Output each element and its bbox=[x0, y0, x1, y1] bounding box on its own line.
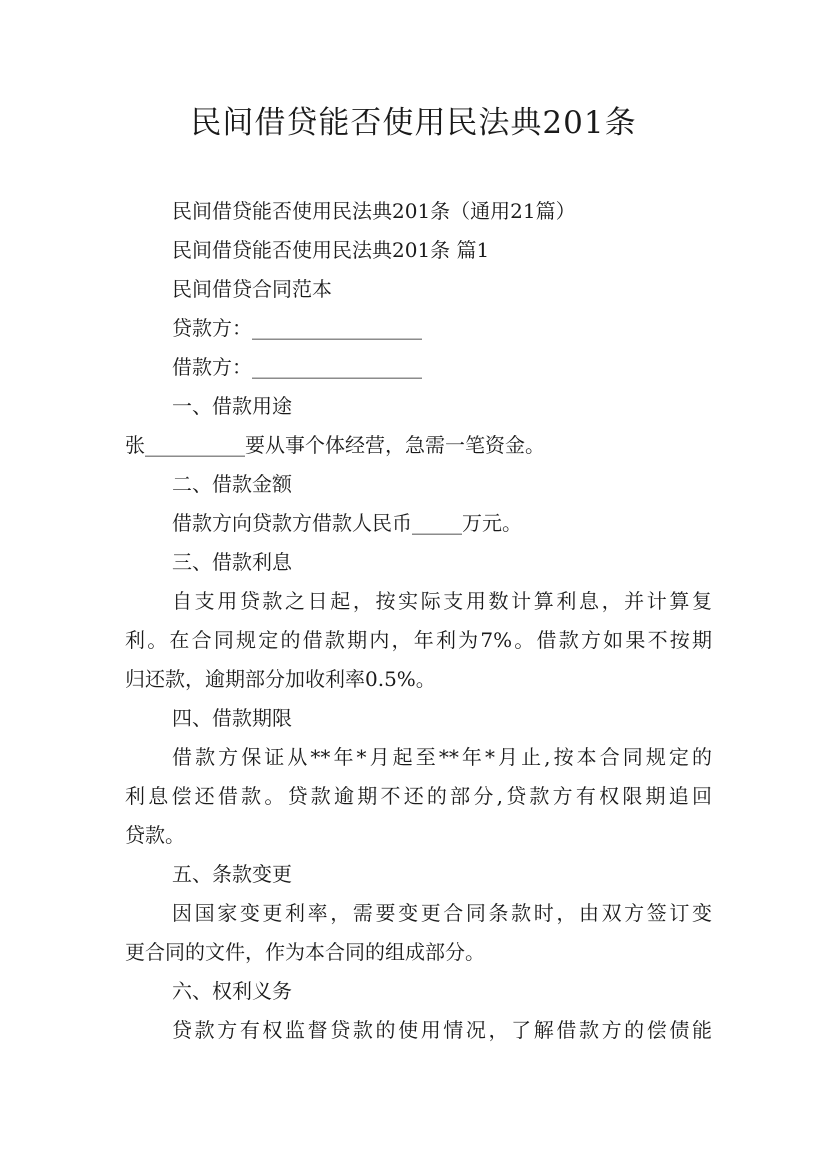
clause-text-interest-line-1: 自支用贷款之日起，按实际支用数计算利息，并计算复 bbox=[172, 589, 712, 613]
subtitle-line: 民间借贷能否使用民法典201条（通用21篇） bbox=[172, 199, 576, 223]
clause-text-change-line-1: 因国家变更利率，需要变更合同条款时，由双方签订变 bbox=[172, 901, 712, 925]
clause-text-term-line-3: 贷款。 bbox=[125, 823, 185, 847]
section-heading-article-1: 民间借贷能否使用民法典201条 篇1 bbox=[172, 238, 490, 262]
clause-text-interest-line-2: 利。在合同规定的借款期内，年利为7%。借款方如果不按期 bbox=[125, 628, 712, 652]
clause-text-purpose: 张__________要从事个体经营，急需一笔资金。 bbox=[125, 433, 545, 457]
clause-text-rights-line-1: 贷款方有权监督贷款的使用情况，了解借款方的偿债能 bbox=[172, 1018, 712, 1042]
clause-heading-rights: 六、权利义务 bbox=[172, 979, 292, 1003]
clause-text-term-line-1: 借款方保证从**年*月起至**年*月止,按本合同规定的 bbox=[172, 745, 712, 769]
clause-heading-term: 四、借款期限 bbox=[172, 706, 292, 730]
clause-heading-change: 五、条款变更 bbox=[172, 862, 292, 886]
clause-heading-amount: 二、借款金额 bbox=[172, 472, 292, 496]
clause-heading-interest: 三、借款利息 bbox=[172, 550, 292, 574]
clause-heading-purpose: 一、借款用途 bbox=[172, 394, 292, 418]
borrower-field-line: 借款方：_________________ bbox=[172, 355, 422, 379]
document-title: 民间借贷能否使用民法典201条 bbox=[190, 105, 637, 141]
clause-text-interest-line-3: 归还款，逾期部分加收利率0.5%。 bbox=[125, 667, 436, 691]
clause-text-amount: 借款方向贷款方借款人民币_____万元。 bbox=[172, 511, 522, 535]
clause-text-term-line-2: 利息偿还借款。贷款逾期不还的部分,贷款方有权限期追回 bbox=[125, 784, 712, 808]
lender-field-line: 贷款方：_________________ bbox=[172, 316, 422, 340]
clause-text-change-line-2: 更合同的文件，作为本合同的组成部分。 bbox=[125, 940, 485, 964]
contract-title-line: 民间借贷合同范本 bbox=[172, 277, 332, 301]
